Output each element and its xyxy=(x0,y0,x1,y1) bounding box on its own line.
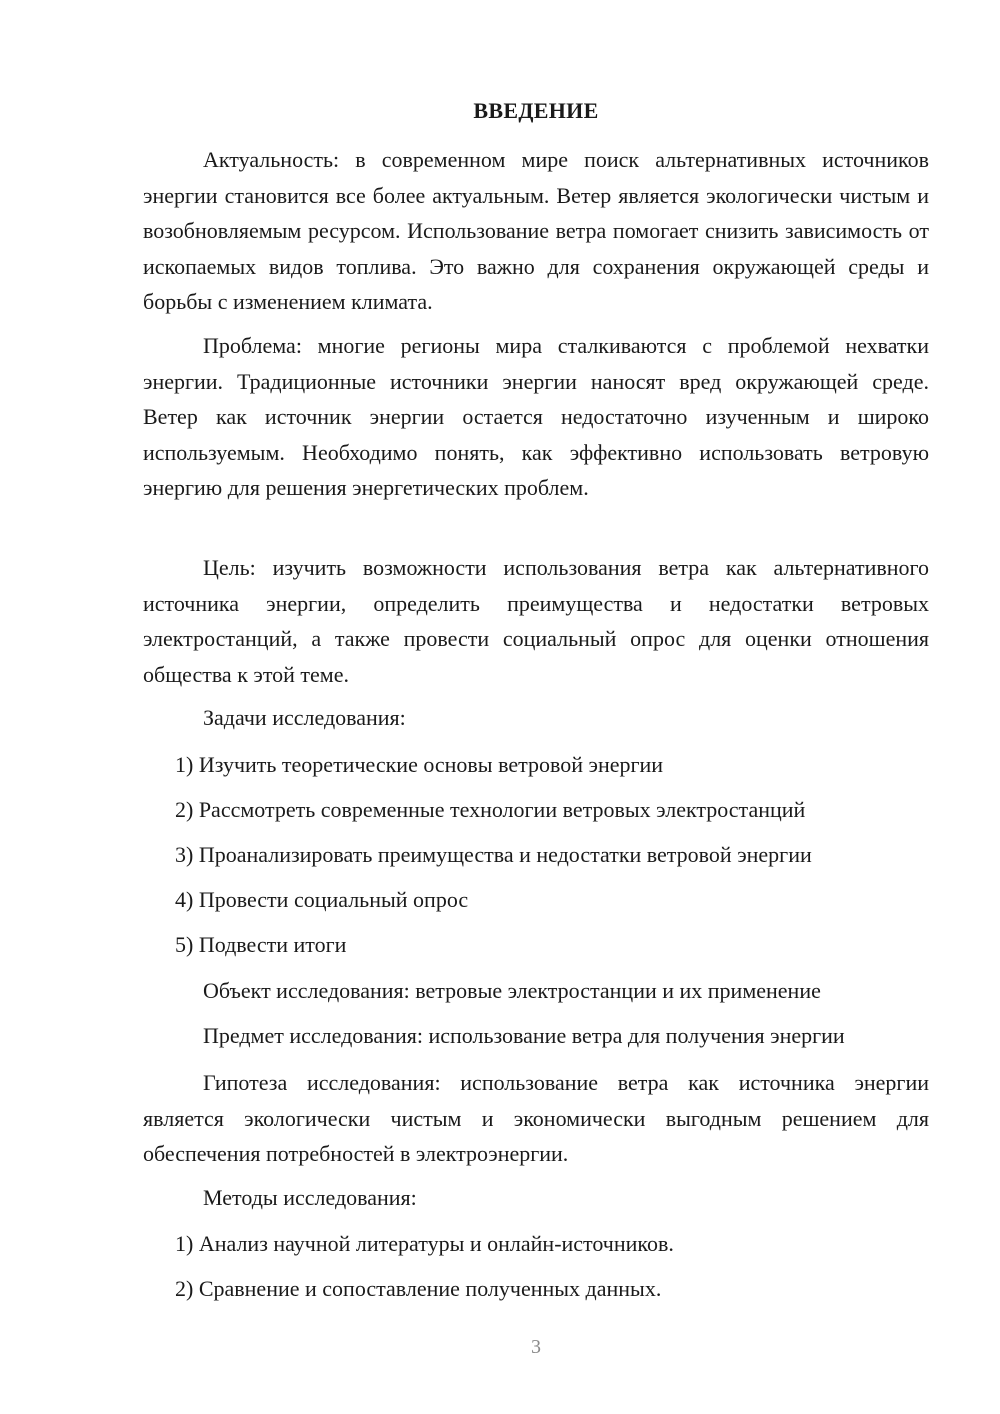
methods-heading: Методы исследования: xyxy=(203,1185,417,1210)
task-item-1: 1) Изучить теоретические основы ветровой энергии xyxy=(175,752,664,777)
goal-paragraph: Цель: изучить возможности использования ветра как альтернативного источника энергии, определить преимущества и недостатки ветровых электростанций, а также провести социальный опрос для оценки отношения общества к этой теме. xyxy=(143,555,929,687)
page-title: ВВЕДЕНИЕ xyxy=(473,98,599,123)
subject-line: Предмет исследования: использование ветра для получения энергии xyxy=(203,1023,845,1048)
method-item-1: 1) Анализ научной литературы и онлайн-источников. xyxy=(175,1231,674,1256)
task-item-2: 2) Рассмотреть современные технологии ветровых электростанций xyxy=(175,797,806,822)
task-item-3: 3) Проанализировать преимущества и недостатки ветровой энергии xyxy=(175,842,812,867)
page-number: 3 xyxy=(531,1336,541,1358)
problem-paragraph: Проблема: многие регионы мира сталкиваются с проблемой нехватки энергии. Традиционные источники энергии наносят вред окружающей среде. Ветер как источник энергии остается недостаточно изученным и широко используемым. Необходимо понять, как эффективно использовать ветровую энергию для решения энергетических проблем. xyxy=(143,333,929,500)
relevance-paragraph: Актуальность: в современном мире поиск альтернативных источников энергии становится все более актуальным. Ветер является экологически чистым и возобновляемым ресурсом. Использование ветра помогает снизить зависимость от ископаемых видов топлива. Это важно для сохранения окружающей среды и борьбы с изменением климата. xyxy=(143,147,929,314)
task-item-5: 5) Подвести итоги xyxy=(175,932,347,957)
tasks-heading: Задачи исследования: xyxy=(203,705,406,730)
object-line: Объект исследования: ветровые электростанции и их применение xyxy=(203,978,821,1003)
task-item-4: 4) Провести социальный опрос xyxy=(175,887,469,912)
method-item-2: 2) Сравнение и сопоставление полученных данных. xyxy=(175,1276,662,1301)
hypothesis-paragraph: Гипотеза исследования: использование ветра как источника энергии является экологически чистым и экономически выгодным решением для обеспечения потребностей в электроэнергии. xyxy=(143,1070,929,1166)
